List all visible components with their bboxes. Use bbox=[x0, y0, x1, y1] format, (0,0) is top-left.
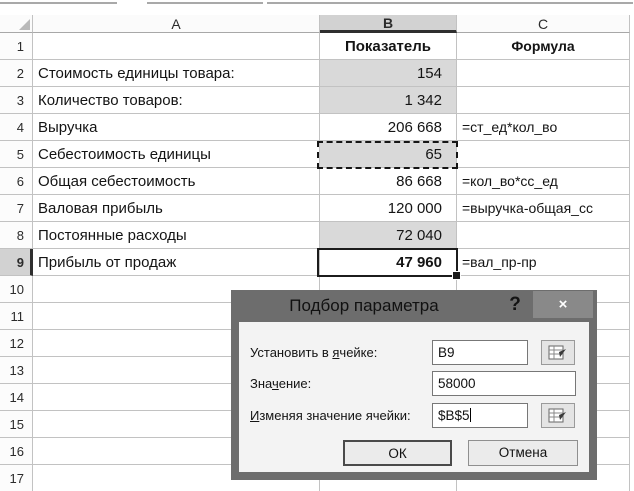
field-input-2[interactable] bbox=[432, 403, 528, 428]
select-all-corner[interactable] bbox=[0, 15, 33, 33]
label-pre: Зна bbox=[250, 376, 272, 391]
label-post: ение: bbox=[278, 376, 312, 391]
cell-a9[interactable]: Прибыль от продаж bbox=[33, 249, 320, 276]
field-value: 58000 bbox=[438, 376, 476, 391]
cell-a5[interactable]: Себестоимость единицы bbox=[33, 141, 320, 168]
cell-c5[interactable] bbox=[457, 141, 630, 168]
text-cursor bbox=[470, 408, 471, 422]
cell-b9-selection-border bbox=[317, 248, 458, 277]
field-value: $B$5 bbox=[438, 408, 470, 423]
cell-c3[interactable] bbox=[457, 87, 630, 114]
row-header-8[interactable]: 8 bbox=[0, 222, 33, 249]
row-header-11[interactable]: 11 bbox=[0, 303, 33, 330]
cell-a7[interactable]: Валовая прибыль bbox=[33, 195, 320, 222]
label-pre: Установить в bbox=[250, 345, 333, 360]
row-header-12[interactable]: 12 bbox=[0, 330, 33, 357]
row-header-9[interactable]: 9 bbox=[0, 249, 33, 276]
cell-b4[interactable]: 206 668 bbox=[320, 114, 457, 141]
row-header-7[interactable]: 7 bbox=[0, 195, 33, 222]
column-header-b[interactable]: B bbox=[320, 15, 457, 33]
label-accesskey: И bbox=[250, 408, 260, 423]
row-header-5[interactable]: 5 bbox=[0, 141, 33, 168]
cell-b2[interactable]: 154 bbox=[320, 60, 457, 87]
top-border-segment bbox=[0, 2, 117, 4]
dialog-title: Подбор параметра bbox=[289, 296, 439, 315]
label-post: зменяя значение ячейки: bbox=[259, 408, 411, 423]
row-header-14[interactable]: 14 bbox=[0, 384, 33, 411]
cell-c2[interactable] bbox=[457, 60, 630, 87]
range-picker-button-2[interactable] bbox=[541, 403, 575, 428]
row-header-3[interactable]: 3 bbox=[0, 87, 33, 114]
cell-b3[interactable]: 1 342 bbox=[320, 87, 457, 114]
row-header-13[interactable]: 13 bbox=[0, 357, 33, 384]
cell-c1[interactable]: Формула bbox=[457, 33, 630, 60]
row-header-1[interactable]: 1 bbox=[0, 33, 33, 60]
field-input-0[interactable] bbox=[432, 340, 528, 365]
row-header-15[interactable]: 15 bbox=[0, 411, 33, 438]
cell-c7[interactable]: =выручка-общая_сс bbox=[457, 195, 630, 222]
cell-a4[interactable]: Выручка bbox=[33, 114, 320, 141]
cell-c6[interactable]: =кол_во*сс_ед bbox=[457, 168, 630, 195]
close-icon[interactable]: × bbox=[533, 291, 593, 318]
field-label-2 bbox=[250, 403, 411, 428]
cell-c9[interactable]: =вал_пр-пр bbox=[457, 249, 630, 276]
field-value: B9 bbox=[438, 345, 455, 360]
label-post: чейке: bbox=[339, 345, 378, 360]
help-icon[interactable]: ? bbox=[509, 294, 521, 315]
cell-b9[interactable]: 47 960 bbox=[320, 249, 457, 276]
cell-b6[interactable]: 86 668 bbox=[320, 168, 457, 195]
cell-b7[interactable]: 120 000 bbox=[320, 195, 457, 222]
cell-a2[interactable]: Стоимость единицы товара: bbox=[33, 60, 320, 87]
range-picker-button-0[interactable] bbox=[541, 340, 575, 365]
column-header-c[interactable]: C bbox=[457, 15, 630, 33]
top-border-segment bbox=[267, 2, 633, 4]
fill-handle[interactable] bbox=[452, 271, 461, 280]
cell-a3[interactable]: Количество товаров: bbox=[33, 87, 320, 114]
top-border-segment bbox=[147, 2, 263, 4]
field-label-1 bbox=[250, 371, 311, 396]
select-all-triangle-icon bbox=[19, 19, 30, 30]
goal-seek-dialog bbox=[231, 290, 597, 480]
row-header-4[interactable]: 4 bbox=[0, 114, 33, 141]
field-label-0 bbox=[250, 340, 377, 365]
cell-b5[interactable]: 65 bbox=[320, 141, 457, 168]
row-header-17[interactable]: 17 bbox=[0, 465, 33, 491]
field-input-1[interactable] bbox=[432, 371, 576, 396]
cell-c4[interactable]: =ст_ед*кол_во bbox=[457, 114, 630, 141]
row-header-10[interactable]: 10 bbox=[0, 276, 33, 303]
row-header-16[interactable]: 16 bbox=[0, 438, 33, 465]
ok-button[interactable]: ОК bbox=[343, 440, 452, 466]
cell-a8[interactable]: Постоянные расходы bbox=[33, 222, 320, 249]
cell-a1[interactable] bbox=[33, 33, 320, 60]
row-header-6[interactable]: 6 bbox=[0, 168, 33, 195]
row-header-2[interactable]: 2 bbox=[0, 60, 33, 87]
range-picker-icon bbox=[548, 408, 568, 424]
dialog-titlebar[interactable] bbox=[231, 290, 597, 322]
cancel-button[interactable]: Отмена bbox=[468, 440, 578, 466]
cell-a6[interactable]: Общая себестоимость bbox=[33, 168, 320, 195]
cell-b8[interactable]: 72 040 bbox=[320, 222, 457, 249]
cell-c8[interactable] bbox=[457, 222, 630, 249]
label-accesskey: я bbox=[332, 345, 340, 360]
range-picker-icon bbox=[548, 345, 568, 361]
column-header-a[interactable]: A bbox=[33, 15, 320, 33]
cell-b1[interactable]: Показатель bbox=[320, 33, 457, 60]
label-accesskey: ч bbox=[271, 376, 279, 391]
